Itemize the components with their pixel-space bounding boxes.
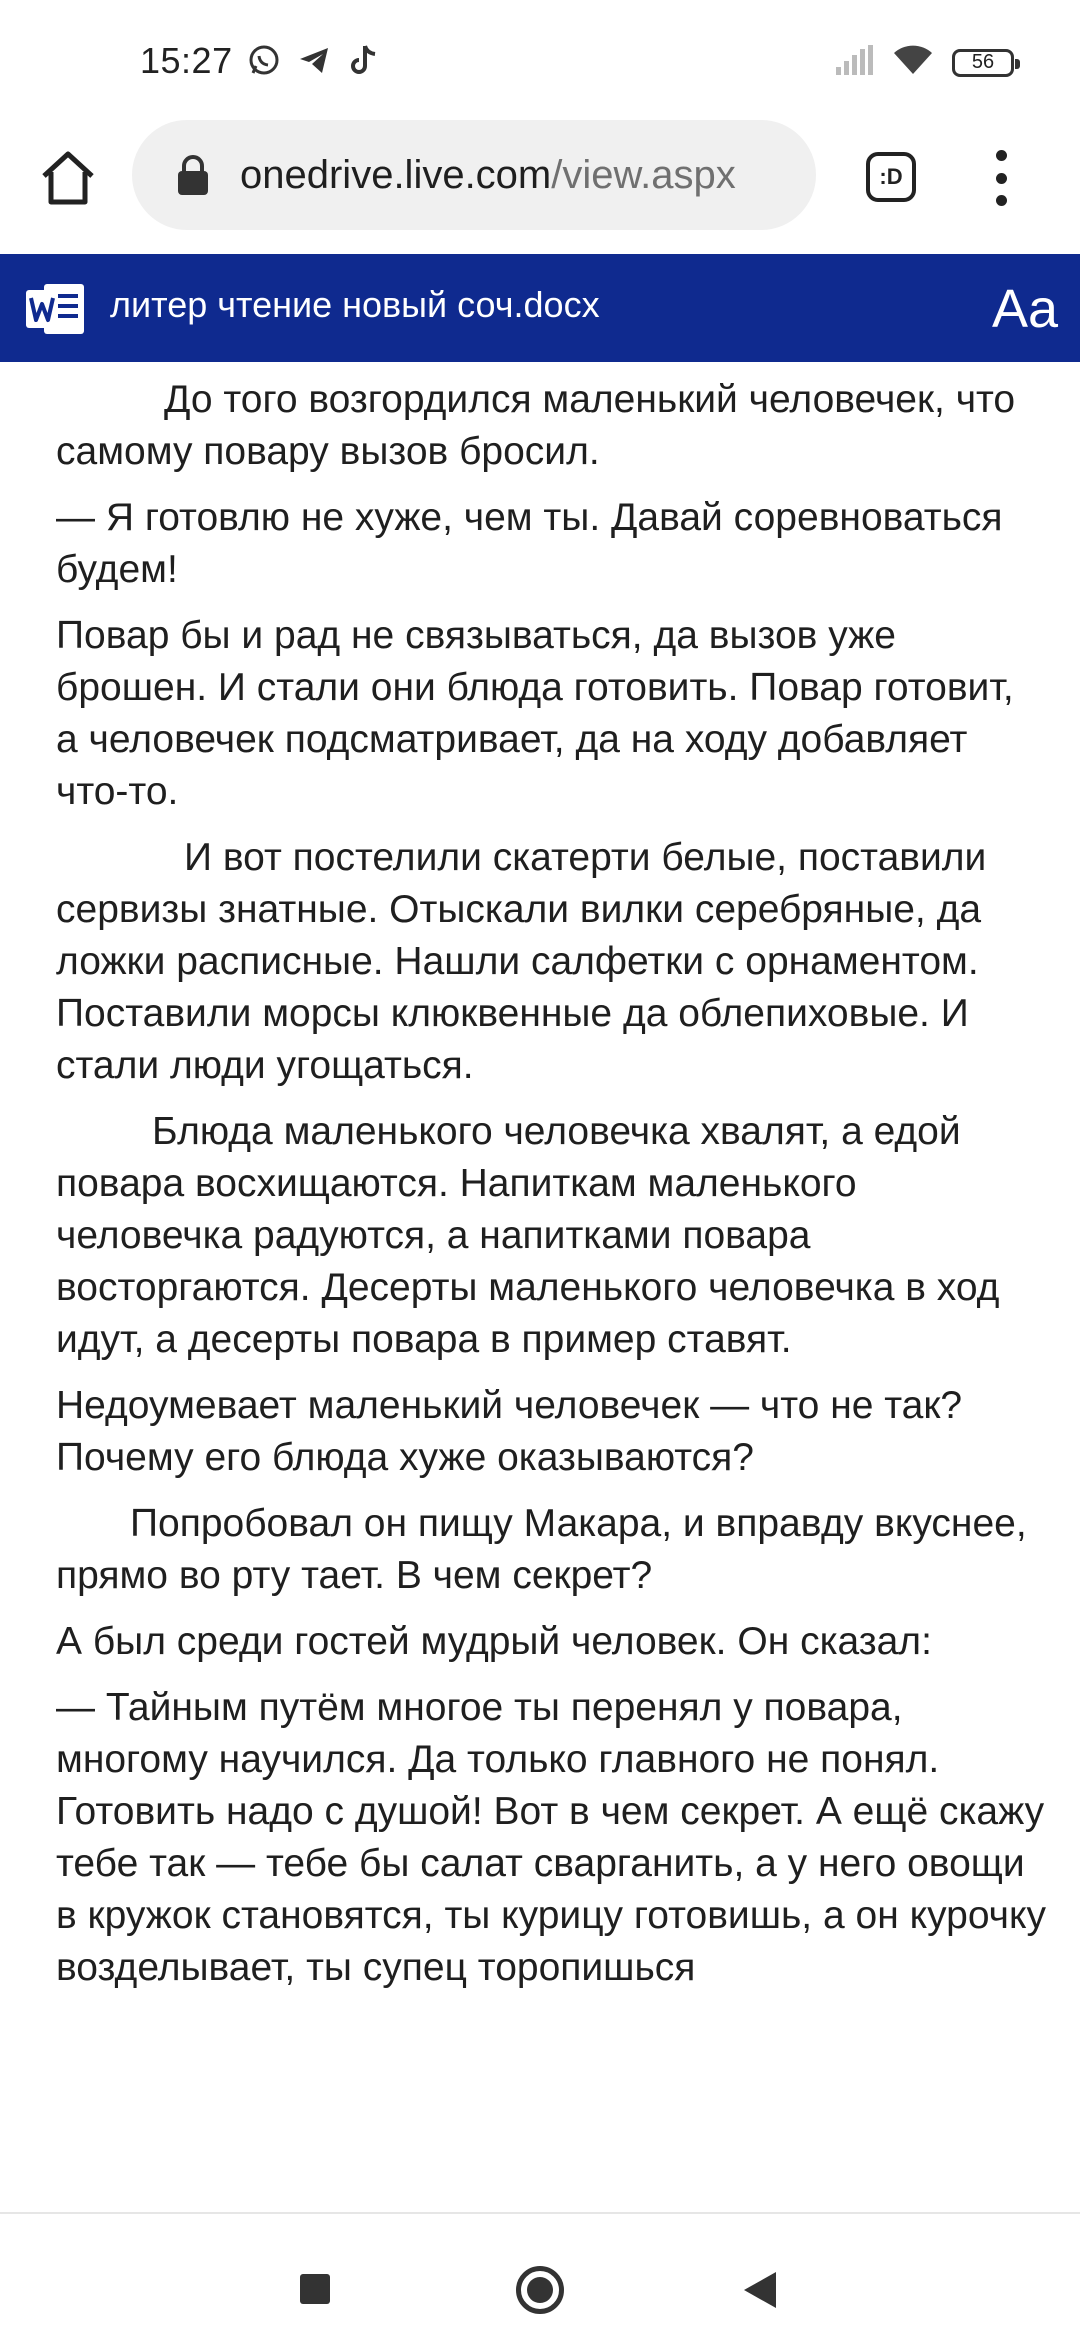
url-text (240, 153, 736, 198)
paragraph: Недоумевает маленький человечек — что не так? Почему его блюда хуже оказываются? (56, 1384, 963, 1479)
notification-icons (246, 42, 382, 78)
paragraph: Попробовал он пищу Макара, и вправду вкуснее, прямо во рту тает. В чем секрет? (56, 1502, 1027, 1597)
telegram-icon (296, 42, 332, 78)
paragraph: — Тайным путём многое ты перенял у повара, многому научился. Да только главного не понял. Готовить надо с душой! Вот в чем секрет. А ещё скажу тебе так — тебе бы салат сварганить, а у него овощи в кружок становятся, ты курицу готовишь, а он курочку возделывает, ты супец торопишься (56, 1686, 1046, 1989)
url-bar[interactable] (132, 120, 816, 230)
status-indicators (834, 44, 1014, 81)
home-button[interactable] (516, 2266, 564, 2314)
tab-switcher-button[interactable]: :D (866, 152, 916, 202)
font-size-button[interactable]: Aa (991, 279, 1058, 339)
paragraph: До того возгордился маленький человечек, что самому повару вызов бросил. (56, 378, 1016, 473)
status-bar (0, 0, 1080, 120)
url-path: /view.aspx (551, 152, 736, 197)
back-button[interactable] (744, 2272, 776, 2308)
document-header (0, 254, 1080, 362)
document-content (56, 374, 1046, 2008)
paragraph: А был среди гостей мудрый человек. Он сказал: (56, 1620, 932, 1663)
paragraph: Повар бы и рад не связываться, да вызов уже брошен. И стали они блюда готовить. Повар готовит, а человечек подсматривает, да на ходу добавляет что-то. (56, 614, 1014, 813)
signal-icon (834, 45, 874, 80)
tiktok-icon (346, 42, 382, 78)
whatsapp-icon (246, 42, 282, 78)
url-domain: onedrive.live.com (240, 152, 552, 197)
status-time: 15:27 (140, 40, 233, 81)
document-title: литер чтение новый соч.docx (110, 284, 600, 325)
paragraph: И вот постелили скатерти белые, поставили сервизы знатные. Отыскали вилки серебряные, да ложки расписные. Нашли салфетки с орнаментом. Поставили морсы клюквенные да облепиховые. И стали люди угощаться. (56, 836, 987, 1087)
lock-icon (176, 155, 210, 195)
battery-icon: 56 (952, 49, 1014, 77)
home-icon[interactable] (36, 146, 100, 210)
more-options-icon[interactable] (986, 150, 1016, 206)
paragraph: Блюда маленького человечка хвалят, а едой повара восхищаются. Напиткам маленького человечка радуются, а напитками повара восторгаются. Десерты маленького человечка в ход идут, а десерты повара в пример ставят. (56, 1110, 1000, 1361)
word-icon (24, 280, 88, 338)
recent-apps-button[interactable] (300, 2274, 330, 2304)
paragraph: — Я готовлю не хуже, чем ты. Давай соревноваться будем! (56, 496, 1003, 591)
system-navigation-bar (0, 2212, 1080, 2342)
wifi-icon (892, 44, 934, 81)
browser-toolbar (0, 120, 1080, 254)
